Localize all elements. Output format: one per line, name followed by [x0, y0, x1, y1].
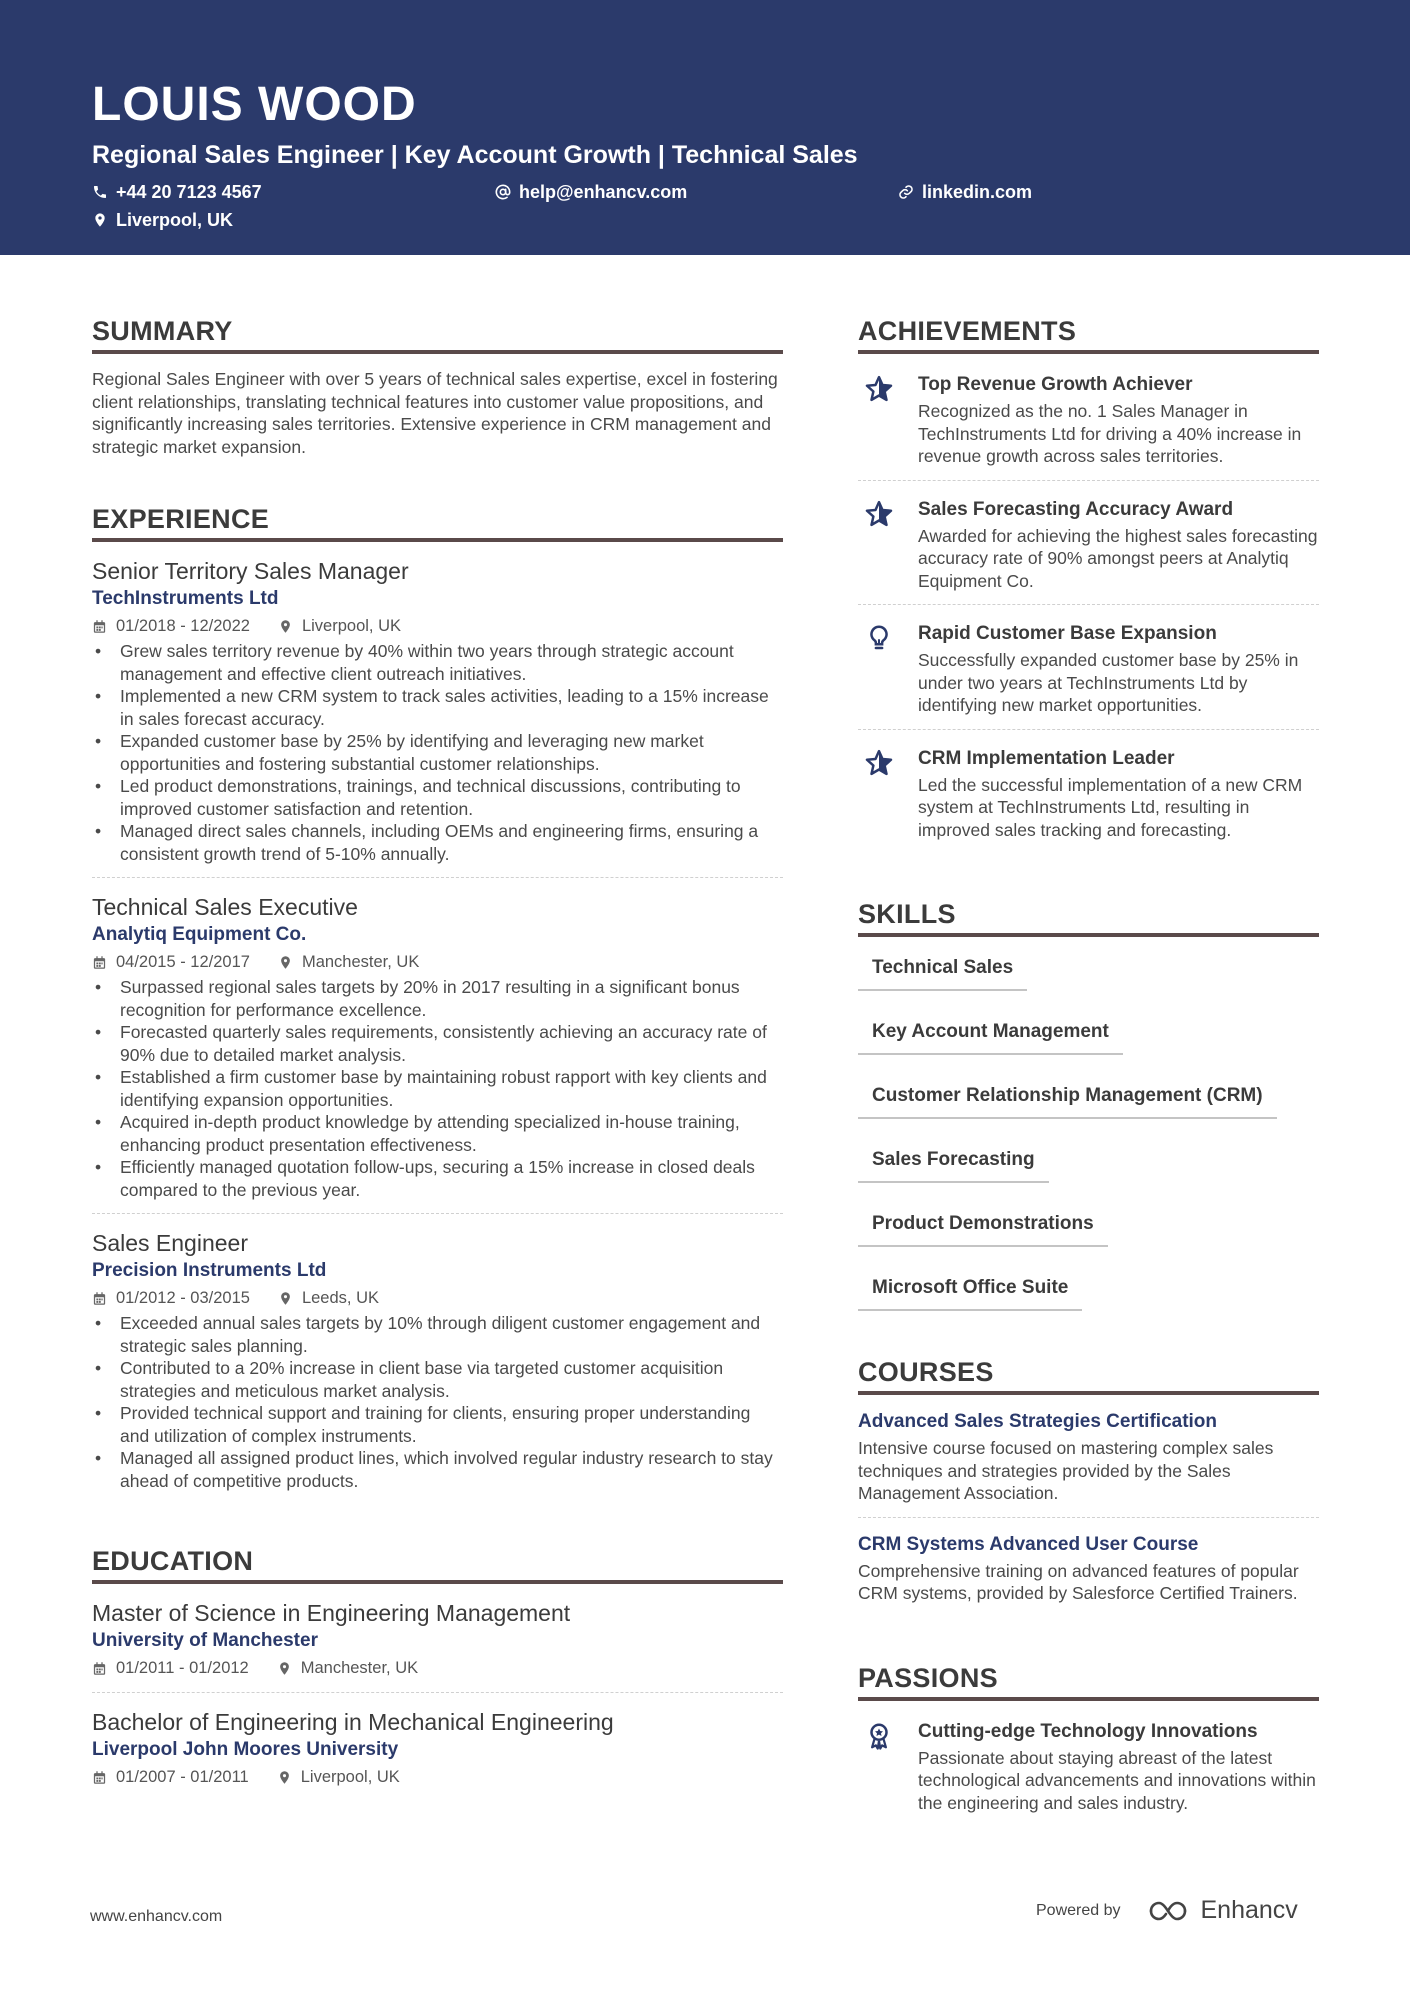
- course-desc: Intensive course focused on mastering complex sales techniques and strategies provided by the Sales Management Association.: [858, 1438, 1274, 1503]
- job-location-text: Leeds, UK: [301, 1289, 379, 1307]
- summary-section: [92, 314, 783, 458]
- achievement-icon-wrap: [858, 621, 918, 717]
- contact-phone: [92, 178, 495, 206]
- achievement-title: Top Revenue Growth Achiever: [918, 374, 1193, 395]
- skill-tag: Sales Forecasting: [858, 1147, 1049, 1183]
- school-name: Liverpool John Moores University: [92, 1739, 399, 1760]
- powered-by-text: Powered by: [1036, 1901, 1121, 1919]
- job-meta: [92, 614, 783, 638]
- job-location: [278, 1286, 379, 1310]
- job-bullet: • Surpassed regional sales targets by 20% in 2017 resulting in a significant bonus recognition for performance excellence.: [92, 976, 783, 1021]
- job-bullet: • Managed all assigned product lines, which involved regular industry research to stay ahead of competitive products.: [92, 1447, 783, 1492]
- job-bullet: • Efficiently managed quotation follow-ups, securing a 15% increase in closed deals compared to the previous year.: [92, 1156, 783, 1201]
- award-medal-icon: [864, 1721, 894, 1751]
- job-bullets: [92, 1312, 783, 1492]
- education-location-text: Manchester, UK: [300, 1659, 419, 1677]
- star-icon: [864, 499, 894, 529]
- brand-name: Enhancv: [1200, 1896, 1298, 1924]
- achievement-title: Rapid Customer Base Expansion: [918, 623, 1217, 644]
- job-entry: [92, 892, 783, 1214]
- education-entry: [92, 1707, 783, 1801]
- skills-list: [858, 951, 1319, 1311]
- degree-title: Bachelor of Engineering in Mechanical Engineering: [92, 1709, 614, 1735]
- achievement-body: [918, 497, 1319, 593]
- summary-text: Regional Sales Engineer with over 5 years of technical sales expertise, excel in fostering client relationships, translating technical features into customer value propositions, and significantly increasing sales territories. Extensive experience in CRM management and strategic market expansion.: [92, 369, 778, 457]
- passion-title: Cutting-edge Technology Innovations: [918, 1720, 1258, 1742]
- education-location-text: Liverpool, UK: [300, 1768, 400, 1786]
- achievement-item: [858, 742, 1319, 854]
- lightbulb-icon: [864, 623, 894, 653]
- job-bullet: • Contributed to a 20% increase in client base via targeted customer acquisition strategies and meticulous market analysis.: [92, 1357, 783, 1402]
- job-entry: [92, 556, 783, 878]
- location-pin-icon: [277, 1661, 292, 1676]
- resume-header: [0, 0, 1410, 255]
- achievement-desc: Awarded for achieving the highest sales forecasting accuracy rate of 90% amongst peers at Analytiq Equipment Co.: [918, 525, 1318, 591]
- company-name: Precision Instruments Ltd: [92, 1260, 327, 1281]
- job-bullet: • Managed direct sales channels, including OEMs and engineering firms, ensuring a consistent growth trend of 5-10% annually.: [92, 820, 783, 865]
- footer-branding: [1036, 1896, 1298, 1925]
- skill-tag: Technical Sales: [858, 955, 1027, 991]
- achievement-title: Sales Forecasting Accuracy Award: [918, 498, 1234, 520]
- achievements-section: [858, 314, 1319, 853]
- passion-desc: Passionate about staying abreast of the latest technological advancements and innovations within the engineering and sales industry.: [918, 1747, 1316, 1813]
- education-dates: 01/2007 - 01/2011: [116, 1768, 249, 1786]
- job-dates: 01/2018 - 12/2022: [116, 617, 250, 635]
- contact-info: [92, 178, 1318, 234]
- experience-section: [92, 502, 783, 1504]
- brand-logo[interactable]: [1147, 1896, 1298, 1925]
- job-bullet: • Forecasted quarterly sales requirements, consistently achieving an accuracy rate of 90% due to detailed market analysis.: [92, 1021, 783, 1066]
- calendar-icon: [92, 1661, 107, 1676]
- enhancv-logo-icon: [1147, 1898, 1193, 1924]
- calendar-icon: [92, 619, 107, 634]
- company-name: Analytiq Equipment Co.: [92, 924, 307, 945]
- star-icon: [864, 748, 894, 778]
- job-bullet: • Expanded customer base by 25% by identifying and leveraging new market opportunities and fostering substantial customer relationships.: [92, 730, 783, 775]
- achievement-item: [858, 493, 1319, 606]
- course-title: CRM Systems Advanced User Course: [858, 1533, 1199, 1555]
- achievement-body: [918, 372, 1319, 468]
- job-dates: 01/2012 - 03/2015: [116, 1289, 250, 1307]
- passion-body: [918, 1719, 1319, 1815]
- calendar-icon: [92, 1291, 107, 1306]
- degree-title: Master of Science in Engineering Management: [92, 1600, 571, 1626]
- education-meta: [92, 1765, 783, 1789]
- course-title: Advanced Sales Strategies Certification: [858, 1411, 1218, 1432]
- courses-section: [858, 1355, 1319, 1617]
- job-bullet: • Led product demonstrations, trainings, and technical discussions, contributing to improved customer satisfaction and retention.: [92, 775, 783, 820]
- achievement-desc: Recognized as the no. 1 Sales Manager in TechInstruments Ltd for driving a 40% increase in revenue growth across sales territories.: [918, 401, 1302, 466]
- passions-heading: PASSIONS: [858, 1661, 1319, 1701]
- skill-tag: Microsoft Office Suite: [858, 1275, 1082, 1311]
- email-address[interactable]: help@enhancv.com: [519, 181, 688, 202]
- summary-heading: SUMMARY: [92, 314, 783, 354]
- job-location: [278, 950, 419, 974]
- job-dates: 04/2015 - 12/2017: [116, 953, 250, 971]
- job-title: Technical Sales Executive: [92, 894, 358, 920]
- achievement-icon-wrap: [858, 372, 918, 468]
- left-column: [92, 314, 783, 1845]
- achievement-icon-wrap: [858, 497, 918, 593]
- contact-website[interactable]: [898, 178, 1301, 206]
- achievement-desc: Led the successful implementation of a new CRM system at TechInstruments Ltd, resulting in improved sales tracking and forecasting.: [918, 774, 1303, 840]
- job-entry: [92, 1228, 783, 1504]
- experience-heading: EXPERIENCE: [92, 502, 783, 542]
- achievement-item: [858, 368, 1319, 481]
- job-meta: [92, 1286, 783, 1310]
- course-desc: Comprehensive training on advanced features of popular CRM systems, provided by Salesforce Certified Trainers.: [858, 1560, 1299, 1603]
- job-bullets: [92, 976, 783, 1201]
- courses-heading: COURSES: [858, 1355, 1319, 1395]
- right-column: [858, 314, 1319, 1870]
- location-pin-icon: [92, 212, 108, 228]
- calendar-icon: [92, 955, 107, 970]
- at-sign-icon: [495, 184, 511, 200]
- skill-tag: Customer Relationship Management (CRM): [858, 1083, 1277, 1119]
- job-title: Senior Territory Sales Manager: [92, 558, 409, 584]
- passions-section: [858, 1661, 1319, 1827]
- company-name: TechInstruments Ltd: [92, 588, 279, 609]
- job-location: [278, 614, 401, 638]
- education-meta: [92, 1656, 783, 1680]
- achievement-body: [918, 746, 1319, 842]
- calendar-icon: [92, 1770, 107, 1785]
- phone-number: +44 20 7123 4567: [116, 181, 262, 202]
- candidate-tagline: Regional Sales Engineer | Key Account Growth | Technical Sales: [92, 141, 858, 169]
- education-location: [277, 1765, 400, 1789]
- job-bullet: • Acquired in-depth product knowledge by attending specialized in-house training, enhancing product presentation effectiveness.: [92, 1111, 783, 1156]
- job-bullet: • Implemented a new CRM system to track sales activities, leading to a 15% increase in sales forecast accuracy.: [92, 685, 783, 730]
- education-dates: 01/2011 - 01/2012: [116, 1659, 249, 1677]
- passion-icon-wrap: [858, 1719, 918, 1815]
- skill-tag: Product Demonstrations: [858, 1211, 1108, 1247]
- star-icon: [864, 374, 894, 404]
- job-meta: [92, 950, 783, 974]
- achievement-title: CRM Implementation Leader: [918, 747, 1175, 769]
- skills-section: [858, 897, 1319, 1311]
- job-bullet: • Exceeded annual sales targets by 10% through diligent customer engagement and strategic sales planning.: [92, 1312, 783, 1357]
- job-bullet: • Established a firm customer base by maintaining robust rapport with key clients and identifying expansion opportunities.: [92, 1066, 783, 1111]
- job-location-text: Manchester, UK: [301, 953, 420, 971]
- contact-email[interactable]: [495, 178, 898, 206]
- footer-website[interactable]: www.enhancv.com: [90, 1908, 223, 1925]
- course-item: [858, 1409, 1319, 1518]
- achievement-body: [918, 621, 1319, 717]
- education-entry: [92, 1598, 783, 1693]
- skills-heading: SKILLS: [858, 897, 1319, 937]
- achievement-icon-wrap: [858, 746, 918, 842]
- job-location-text: Liverpool, UK: [301, 617, 402, 635]
- course-item: [858, 1532, 1319, 1617]
- website-link[interactable]: linkedin.com: [922, 181, 1033, 202]
- location-text: Liverpool, UK: [116, 209, 234, 230]
- location-pin-icon: [278, 1291, 293, 1306]
- phone-icon: [92, 184, 108, 200]
- achievement-desc: Successfully expanded customer base by 25% in under two years at TechInstruments Ltd by identifying new market opportunities.: [918, 650, 1299, 715]
- skill-tag: Key Account Management: [858, 1019, 1123, 1055]
- passion-item: [858, 1715, 1319, 1827]
- job-bullet: • Grew sales territory revenue by 40% within two years through strategic account management and effective client outreach initiatives.: [92, 640, 783, 685]
- job-bullet: • Provided technical support and training for clients, ensuring proper understanding and utilization of complex instruments.: [92, 1402, 783, 1447]
- candidate-name: LOUIS WOOD: [92, 78, 417, 131]
- contact-location: [92, 206, 495, 234]
- education-heading: EDUCATION: [92, 1544, 783, 1584]
- education-section: [92, 1544, 783, 1801]
- link-icon: [898, 184, 914, 200]
- location-pin-icon: [277, 1770, 292, 1785]
- job-bullets: [92, 640, 783, 865]
- job-title: Sales Engineer: [92, 1230, 248, 1256]
- education-location: [277, 1656, 418, 1680]
- location-pin-icon: [278, 955, 293, 970]
- achievements-heading: ACHIEVEMENTS: [858, 314, 1319, 354]
- school-name: University of Manchester: [92, 1630, 318, 1651]
- achievement-item: [858, 617, 1319, 730]
- location-pin-icon: [278, 619, 293, 634]
